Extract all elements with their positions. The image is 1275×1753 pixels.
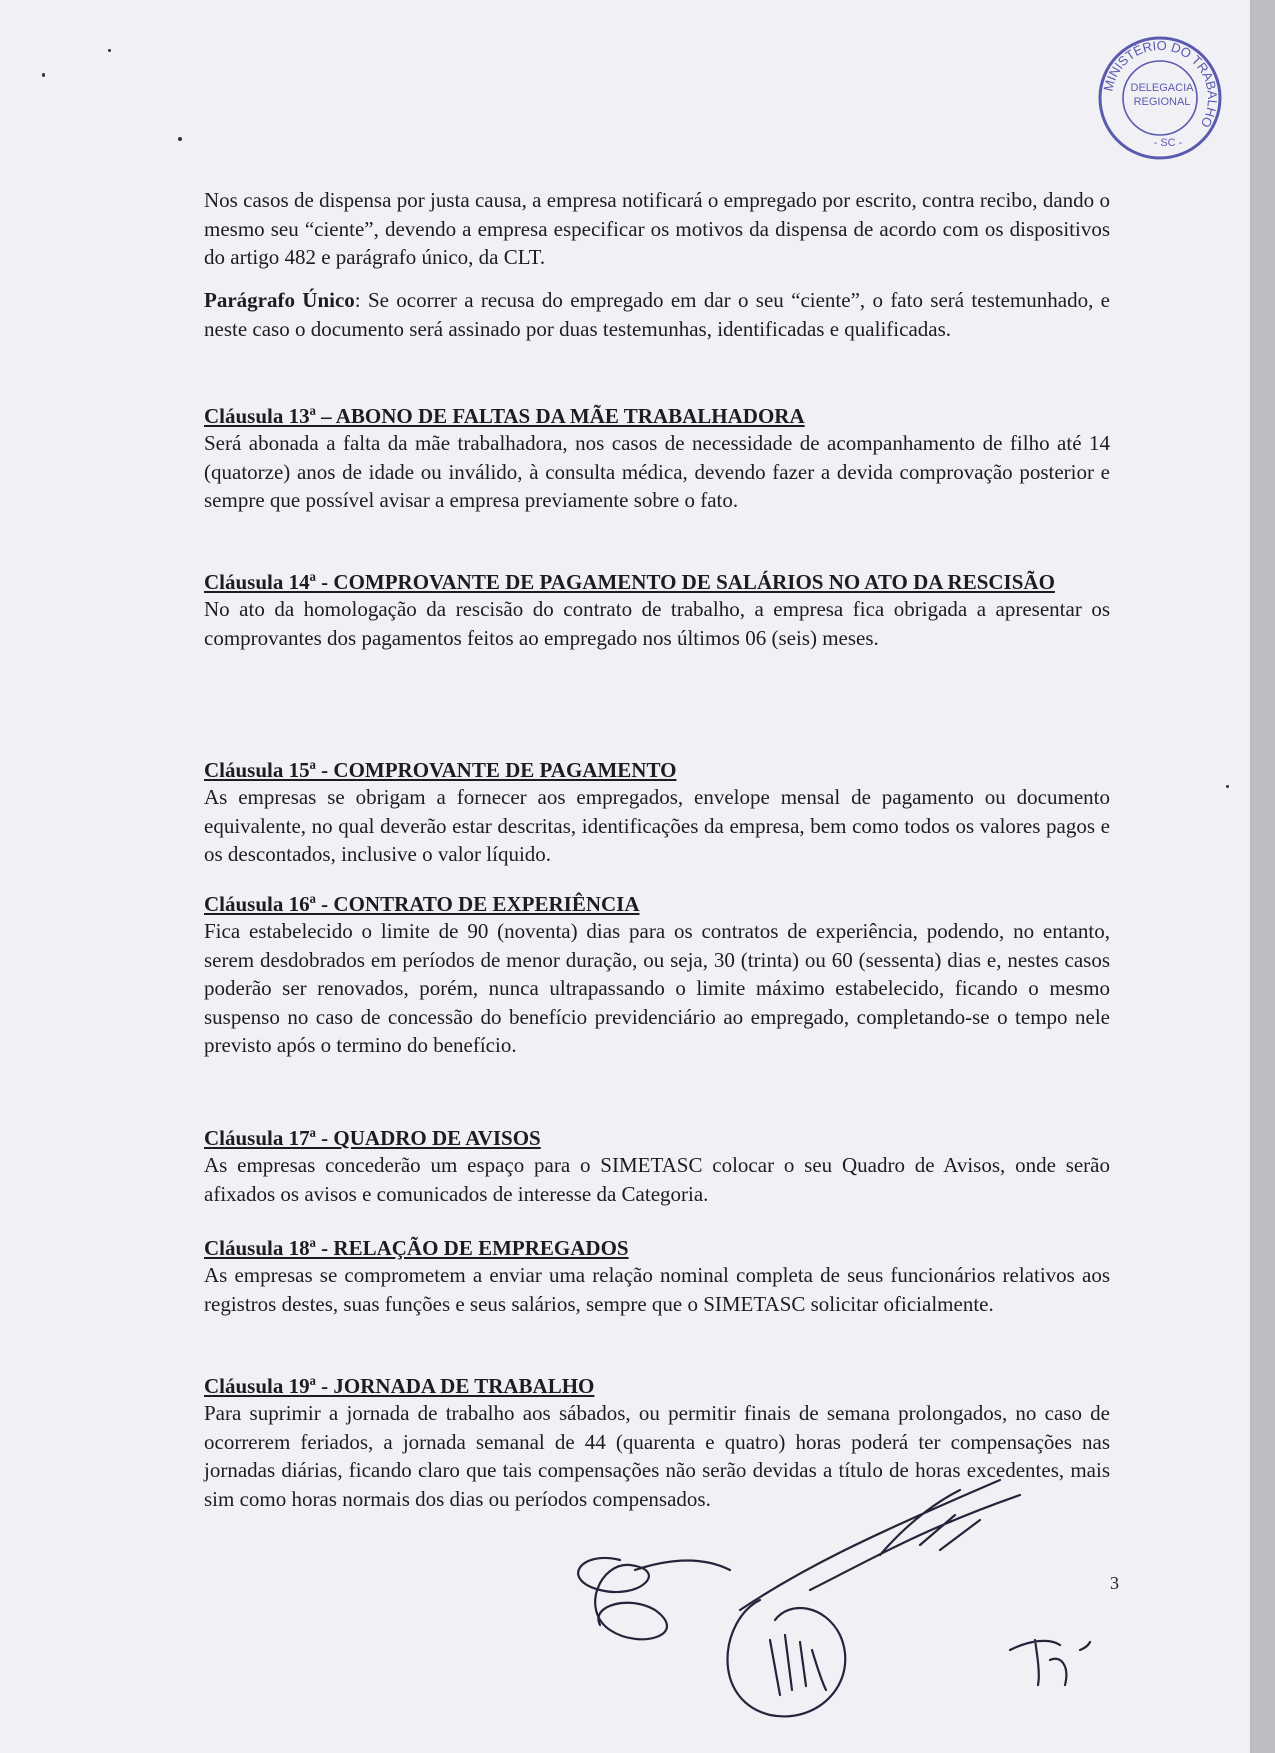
handwritten-signatures: [560, 1460, 1120, 1750]
clause-text: As empresas se comprometem a enviar uma relação nominal completa de seus funcionários relativos aos registros destes, suas funções e seus salários, sempre que o SIMETASC solicitar oficialmente.: [204, 1263, 1110, 1316]
signature-stroke: [740, 1480, 1020, 1610]
clause-heading: Cláusula 18ª - RELAÇÃO DE EMPREGADOS: [204, 1236, 629, 1260]
signature-center: [728, 1600, 846, 1716]
scan-speck: [108, 49, 111, 52]
clause-16: [204, 892, 1110, 1060]
clause-13: [204, 404, 1110, 515]
stamp-line-2: REGIONAL: [1133, 96, 1191, 108]
clause-heading: Cláusula 17ª - QUADRO DE AVISOS: [204, 1126, 541, 1150]
clause-heading: Cláusula 16ª - CONTRATO DE EXPERIÊNCIA: [204, 892, 640, 916]
clause-heading: Cláusula 14ª - COMPROVANTE DE PAGAMENTO DE SALÁRIOS NO ATO DA RESCISÃO: [204, 570, 1055, 594]
clause-text: Fica estabelecido o limite de 90 (noventa) dias para os contratos de experiência, podendo, no entanto, serem desdobrados em períodos de menor duração, ou seja, 30 (trinta) ou 60 (sessenta) dias e, nestes casos poderão ser renovados, porém, nunca ultrapassando o limite máximo estabelecido, ficando o mesmo suspenso no caso de concessão do benefício previdenciário ao empregado, completando-se o tempo nele previsto após o termino do benefício.: [204, 919, 1110, 1057]
scan-speck: [42, 73, 45, 77]
clause-heading: Cláusula 15ª - COMPROVANTE DE PAGAMENTO: [204, 758, 677, 782]
stamp-line-1: DELEGACIA: [1130, 82, 1194, 94]
paragrafo-unico-label: Parágrafo Único: [204, 288, 355, 312]
stamp-line-3: - SC -: [1153, 137, 1183, 149]
clause-text: Para suprimir a jornada de trabalho aos sábados, ou permitir finais de semana prolongados, no caso de ocorrerem feriados, a jornada semanal de 44 (quarenta e quatro) horas poderá ter compensações nas jornadas diárias, ficando claro que tais compensações não serão devidas a título de horas excedentes, mais sim como horas normais dos dias ou períodos compensados.: [204, 1401, 1110, 1511]
signature-left: [578, 1558, 730, 1639]
intro-paragraph: [204, 186, 1110, 272]
clause-text: As empresas se obrigam a fornecer aos empregados, envelope mensal de pagamento ou documento equivalente, no qual deverão estar descritas, identificações da empresa, bem como todos os valores pagos e os descontados, inclusive o valor líquido.: [204, 785, 1110, 866]
page-edge: [1252, 0, 1275, 1753]
paragrafo-unico-body: : Se ocorrer a recusa do empregado em dar o seu “ciente”, o fato será testemunhado, e neste caso o documento será assinado por duas testemunhas, identificadas e qualificadas.: [204, 288, 1110, 341]
clause-heading: Cláusula 13ª – ABONO DE FALTAS DA MÃE TRABALHADORA: [204, 404, 805, 428]
clause-heading: Cláusula 19ª - JORNADA DE TRABALHO: [204, 1374, 595, 1398]
stamp-ring-text: MINISTÉRIO DO TRABALHO: [1100, 37, 1221, 131]
clause-18: [204, 1236, 1110, 1318]
scan-speck: [178, 137, 182, 141]
page-number: 3: [1110, 1573, 1119, 1593]
clause-15: [204, 758, 1110, 869]
clause-text: No ato da homologação da rescisão do contrato de trabalho, a empresa fica obrigada a apresentar os comprovantes dos pagamentos feitos ao empregado nos últimos 06 (seis) meses.: [204, 597, 1110, 650]
scan-speck: [1226, 785, 1229, 788]
intro-text: Nos casos de dispensa por justa causa, a empresa notificará o empregado por escrito, contra recibo, dando o mesmo seu “ciente”, devendo a empresa especificar os motivos da dispensa de acordo com os dispositivos do artigo 482 e parágrafo único, da CLT.: [204, 188, 1110, 269]
signature-initials: [1010, 1640, 1090, 1685]
paragrafo-unico-text: [204, 286, 1110, 343]
paragrafo-unico: [204, 286, 1110, 343]
ministry-stamp: [1096, 34, 1224, 162]
clause-14: [204, 570, 1110, 652]
clause-text: Será abonada a falta da mãe trabalhadora, nos casos de necessidade de acompanhamento de filho até 14 (quatorze) anos de idade ou inválido, à consulta médica, devendo fazer a devida comprovação posterior e sempre que possível avisar a empresa previamente sobre o fato.: [204, 431, 1110, 512]
clause-17: [204, 1126, 1110, 1208]
clause-text: As empresas concederão um espaço para o SIMETASC colocar o seu Quadro de Avisos, onde serão afixados os avisos e comunicados de interesse da Categoria.: [204, 1153, 1110, 1206]
